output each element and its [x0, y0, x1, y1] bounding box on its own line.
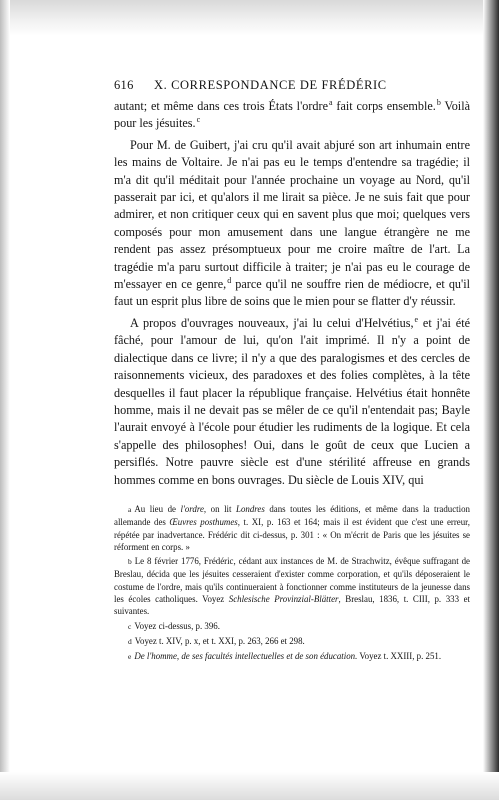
footnote-text: dans toutes les éditions, et même dans la traduction allemande des: [114, 503, 470, 528]
paragraph-text: autant; et même dans ces trois États l'ordre: [114, 99, 328, 113]
footnote-text: , on lit: [203, 503, 237, 514]
paragraph-helvetius: [114, 315, 470, 489]
page-number: 616: [114, 78, 134, 92]
footnote-c: [114, 620, 470, 633]
scan-shadow-bottom: [0, 772, 499, 800]
running-head: [114, 78, 470, 98]
footnote-ref-e: e: [414, 314, 419, 324]
footnote-text: Voyez ci-dessus, p. 396.: [134, 620, 220, 631]
paragraph-text: Voilà pour les jésuites.: [114, 99, 470, 131]
paragraph-continuation: [114, 98, 470, 133]
footnote-text: Au lieu de: [134, 503, 181, 514]
footnote-b: [114, 555, 470, 617]
footnote-a: [114, 503, 470, 553]
scan-shadow-top: [0, 0, 499, 36]
paragraph-text: et j'ai été fâché, pour l'amour de lui, qu'on l'ait imprimé. Il n'y a point de dialectique dans ce livre; il n'y a que des paralogismes et des cercles de raisonnements vicieux, des paradoxes et des folies complètes, à la tête desquelles il faut placer la république française. Helvétius était honnête homme, mais il ne devait pas se mêler de ce qu'il n'entendait pas; Bayle l'aurait envoyé à l'école pour étudier les rudiments de la logique. Et cela s'appelle des philosophes! Oui, dans le goût de ceux que Lucien a persiflés. Notre pauvre siècle est d'une stérilité affreuse en grands hommes comme en bons ouvrages. Du siècle de Louis XIV, qui: [114, 315, 470, 487]
footnote-text: , t. XI, p. 163 et 164; mais il est évident que c'est une erreur, répétée par inadvertance. Frédéric dit ci-dessus, p. 301 : « On m'écrit de Paris que les jésuites se réforment en corps. »: [114, 517, 470, 552]
footnote-label: a: [128, 504, 132, 514]
paragraph-text: parce qu'il ne souffre rien de médiocre, et qu'il faut un esprit plus libre de soins que le mien pour se flatter d'y réussir.: [114, 277, 470, 309]
footnote-label: d: [128, 636, 132, 646]
footnote-ref-c: c: [196, 115, 201, 125]
footnote-ref-a: a: [328, 97, 333, 107]
footnote-italic: De l'homme, de ses facultés intellectuelles et de son éducation.: [134, 651, 358, 662]
footnote-text: Voyez t. XXIII, p. 251.: [357, 651, 442, 662]
footnote-italic: Londres: [236, 503, 265, 514]
footnote-label: c: [128, 621, 132, 631]
footnote-italic: l'ordre: [180, 503, 204, 514]
paragraph-text: Pour M. de Guibert, j'ai cru qu'il avait abjuré son art inhumain entre les mains de Voltaire. Je n'ai pas eu le temps d'entendre sa tragédie; il m'a dit qu'il méditait pour l'année prochaine un voyage au Nord, qu'il passerait par ici, et qu'alors il me lirait sa pièce. Je ne suis fait que pour admirer, et non critiquer ceux qui en savent plus que moi; quelques vers composés pour mon amusement dans une langue étrangère ne me rendent pas assez présomptueux pour me croire maître de l'art. La tragédie m'a paru surtout difficile à traiter; je n'ai pas eu le courage de m'essayer en ce genre,: [114, 137, 470, 292]
paragraph-text: A propos d'ouvrages nouveaux, j'ai lu celui d'Helvétius,: [130, 315, 414, 330]
footnotes: [114, 503, 470, 664]
footnote-label: e: [128, 652, 132, 662]
paragraph-guibert: [114, 137, 470, 311]
scan-shadow-left: [0, 0, 10, 800]
footnote-italic: Schlesische Provinzial-Blätter: [228, 594, 339, 605]
paragraph-text: fait corps ensemble.: [332, 99, 436, 113]
scan-shadow-right: [483, 0, 499, 800]
footnote-text: , Breslau, 1836, t. CIII, p. 333 et suivantes.: [114, 594, 470, 617]
footnote-label: b: [128, 557, 132, 567]
footnote-ref-d: d: [227, 276, 232, 285]
footnote-ref-b: b: [436, 97, 441, 107]
footnote-d: [114, 635, 470, 648]
book-page: [114, 78, 470, 666]
footnote-e: [114, 650, 470, 663]
footnote-text: Le 8 février 1776, Frédéric, cédant aux instances de M. de Strachwitz, évêque suffragant de Breslau, décida que les jésuites cesseraient d'exister comme corporation, et qu'ils déposeraient le costume de l'ordre, mais qu'ils continueraient à fonctionner comme instituteurs de la jeunesse dans les écoles catholiques. Voyez: [114, 556, 470, 605]
letter-body: [114, 98, 470, 489]
footnote-italic: Œuvres posthumes: [169, 517, 238, 528]
footnote-text: Voyez t. XIV, p. x, et t. XXI, p. 263, 266 et 298.: [134, 635, 305, 646]
running-title: X. CORRESPONDANCE DE FRÉDÉRIC: [154, 78, 387, 92]
